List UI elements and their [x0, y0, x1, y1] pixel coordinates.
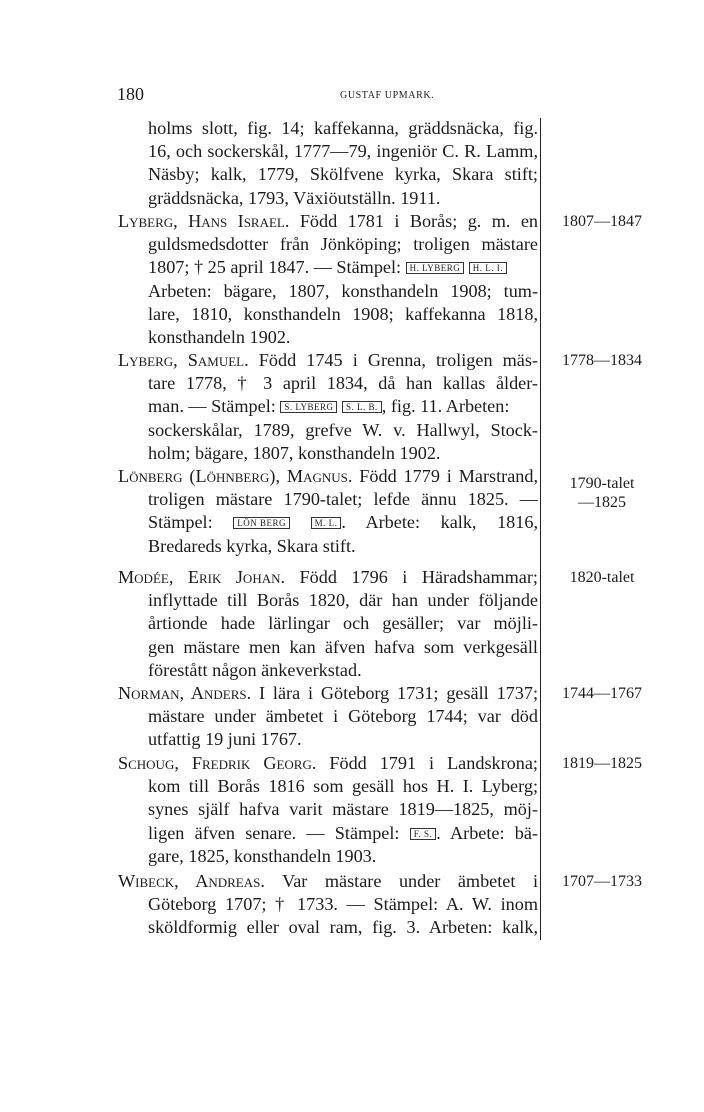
maker-stamp: S. L. B. — [342, 401, 382, 413]
text-line: 16, och sockerskål, 1777—79, ingeniör C. R. Lamm, — [148, 141, 538, 162]
entry-norman-anders — [118, 682, 538, 752]
entry-name: Schoug, Fredrik Georg. — [118, 753, 317, 773]
maker-stamp: F. S. — [410, 828, 437, 840]
entry-name: Lönberg (Löhnberg), Magnus. — [118, 466, 353, 486]
entry-lonberg-magnus — [118, 465, 538, 558]
active-years: 1819—1825 — [562, 755, 642, 772]
text-line: gräddsnäcka, 1793, Växiöutställn. 1911. — [148, 187, 441, 208]
entry-name: Lyberg, Hans Israel. — [118, 211, 290, 231]
active-years: 1790-talet —1825 — [569, 475, 635, 511]
text-line: Lyberg, Samuel. Född 1745 i Grenna, troligen mäs- — [118, 350, 538, 370]
text-line: gen mästare men kan äfven hafva som verkgesäll — [148, 636, 538, 657]
maker-stamp: H. L. I. — [469, 262, 507, 274]
text-line: troligen mästare 1790-talet; lefde ännu 1825. — — [148, 489, 538, 510]
entry-lyberg-samuel — [118, 349, 538, 465]
text-line: ligen äfven senare. — Stämpel: F. S. . Arbete: bä- — [148, 822, 538, 843]
text-line: Göteborg 1707; † 1733. — Stämpel: A. W. inom — [148, 894, 538, 915]
text-line: Modée, Erik Johan. Född 1796 i Häradshammar; — [118, 567, 538, 587]
text-line: Lyberg, Hans Israel. Född 1781 i Borås; g. m. en — [118, 211, 538, 231]
text-line: holm; bägare, 1807, konsthandeln 1902. — [148, 442, 441, 463]
page-number: 180 — [117, 84, 144, 104]
text-line: 1807; † 25 april 1847. — Stämpel: H. LYBERG H. L. I. — [148, 256, 538, 279]
text-line: Stämpel: LÖN BERG M. L. . Arbete: kalk, 1816, — [148, 512, 538, 533]
entry-continuation — [118, 117, 538, 210]
text-line: Bredareds kyrka, Skara stift. — [148, 535, 356, 556]
text-line: tare 1778, † 3 april 1834, då han kallas ålder- — [148, 373, 538, 394]
entry-schoug-fredrik-georg — [118, 752, 538, 868]
maker-stamp: H. LYBERG — [406, 262, 465, 274]
text-line: man. — Stämpel: S. LYBERG S. L. B. , fig. 11. Arbeten: — [148, 396, 510, 417]
maker-stamp: LÖN BERG — [233, 517, 290, 529]
text-line: synes själf hafva varit mästare 1819—1825, möj- — [148, 799, 538, 820]
maker-stamp: S. LYBERG — [280, 401, 337, 413]
active-years: 1807—1847 — [562, 213, 642, 230]
entry-name: Modée, Erik Johan. — [118, 567, 286, 587]
text-line: konsthandeln 1902. — [148, 326, 291, 347]
text-line: utfattig 19 juni 1767. — [148, 729, 302, 750]
entry-name: Wibeck, Andreas. — [118, 871, 265, 891]
running-head: GUSTAF UPMARK. — [340, 90, 435, 101]
text-line: inflyttade till Borås 1820, där han under följande — [148, 590, 538, 611]
maker-stamp: M. L. — [311, 517, 342, 529]
entry-name: Lyberg, Samuel. — [118, 350, 249, 370]
active-years: 1820-talet — [569, 569, 635, 586]
text-line: Arbeten: bägare, 1807, konsthandeln 1908; tum- — [148, 280, 538, 301]
entry-wibeck-andreas — [118, 870, 538, 940]
text-line: årtionde hade lärlingar och gesäller; var möjli- — [148, 613, 538, 634]
text-line: holms slott, fig. 14; kaffekanna, gräddsnäcka, fig. — [148, 118, 538, 138]
text-line: gare, 1825, konsthandeln 1903. — [148, 845, 377, 866]
text-line: kom till Borås 1816 som gesäll hos H. I. Lyberg; — [148, 776, 538, 797]
text-line: Norman, Anders. I lära i Göteborg 1731; gesäll 1737; — [118, 683, 538, 703]
text-line: Schoug, Fredrik Georg. Född 1791 i Landskrona; — [118, 753, 538, 773]
text-line: lare, 1810, konsthandeln 1908; kaffekanna 1818, — [148, 303, 538, 324]
text-line: guldsmedsdotter från Jönköping; troligen mästare — [148, 234, 538, 255]
text-line: Näsby; kalk, 1779, Skölfvene kyrka, Skara stift; — [148, 164, 538, 185]
entry-name: Norman, Anders. — [118, 683, 252, 703]
column-divider — [540, 118, 541, 940]
text-line: mästare under ämbetet i Göteborg 1744; var död — [148, 706, 538, 727]
active-years: 1778—1834 — [562, 352, 642, 369]
entry-lyberg-hans-israel — [118, 210, 538, 349]
text-line: sköldformig eller oval ram, fig. 3. Arbeten: kalk, — [148, 917, 538, 938]
active-years: 1744—1767 — [562, 685, 642, 702]
active-years: 1707—1733 — [562, 873, 642, 890]
text-line: Lönberg (Löhnberg), Magnus. Född 1779 i Marstrand, — [118, 466, 538, 486]
text-line: sockerskålar, 1789, grefve W. v. Hallwyl, Stock- — [148, 419, 538, 440]
text-line: förestått någon änkeverkstad. — [148, 659, 362, 680]
entry-modee-erik-johan — [118, 566, 538, 682]
text-line: Wibeck, Andreas. Var mästare under ämbetet i — [118, 871, 538, 891]
